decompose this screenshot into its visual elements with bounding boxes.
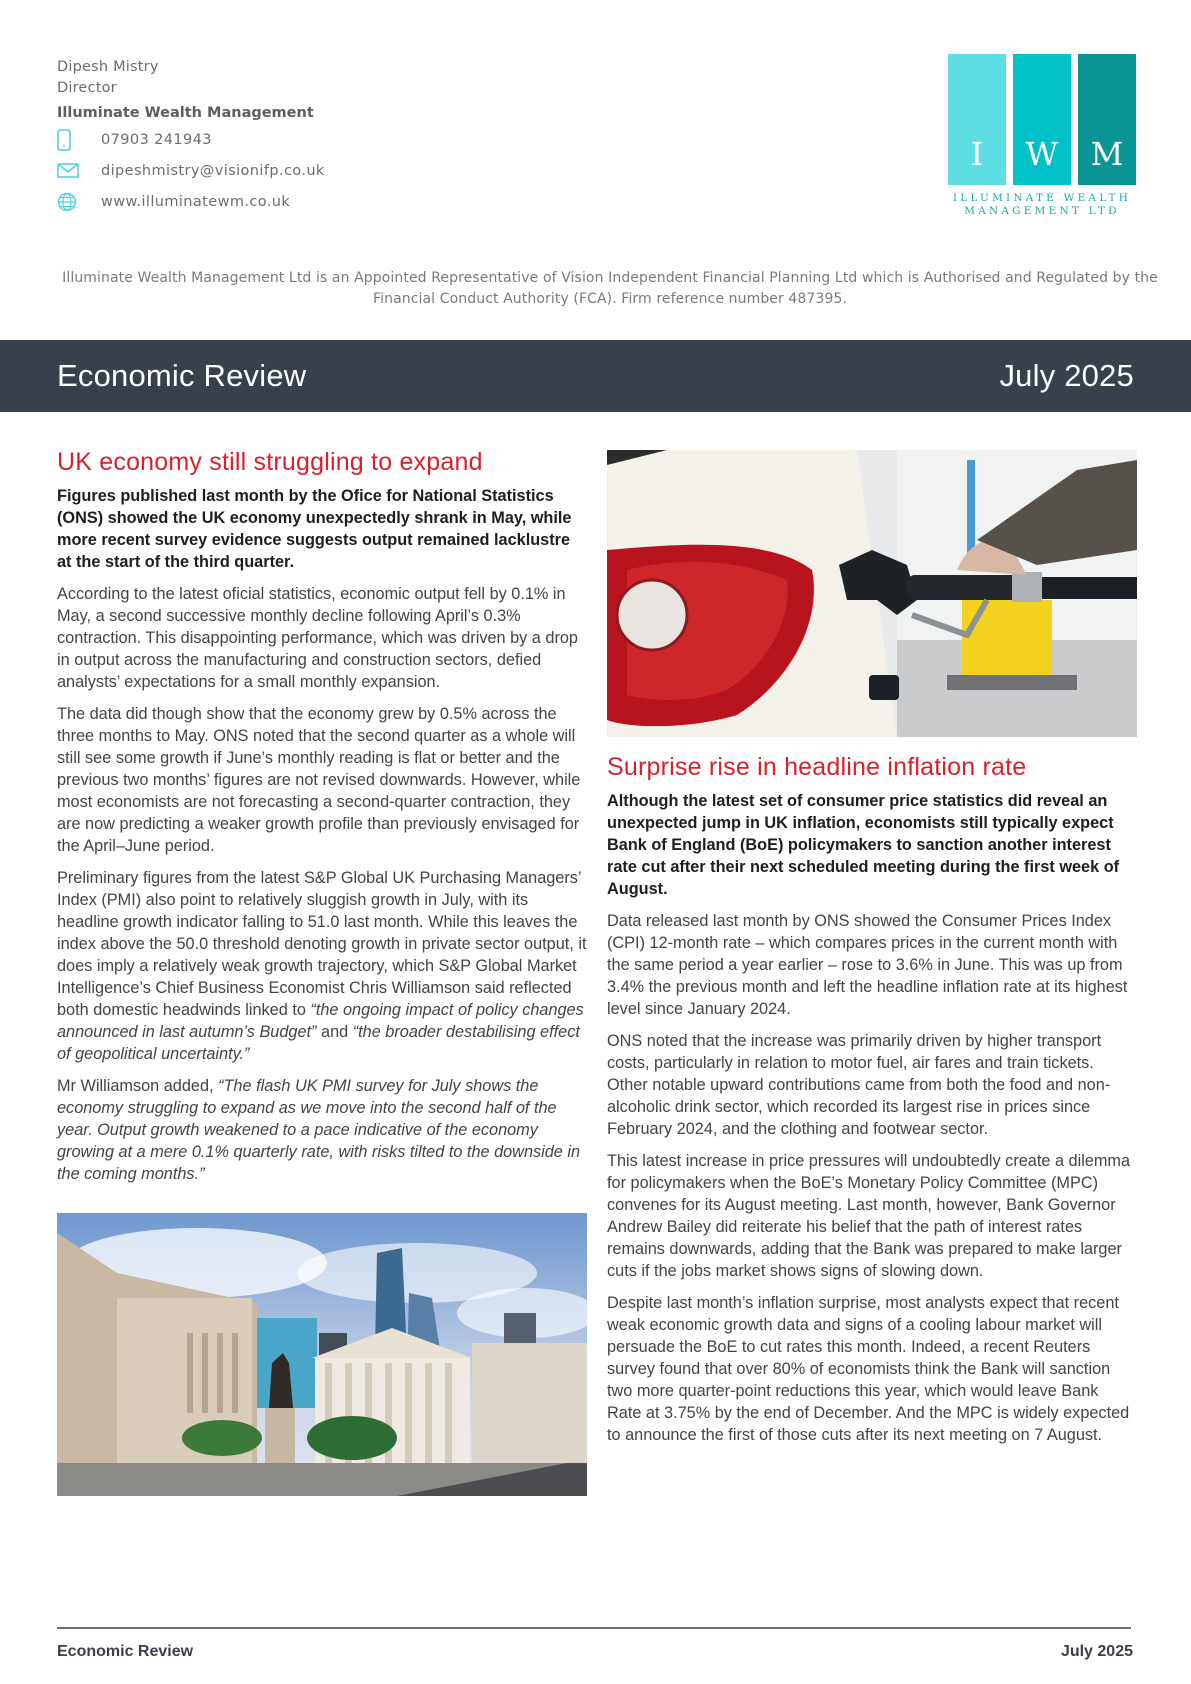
regulatory-disclaimer: Illuminate Wealth Management Ltd is an Appointed Representative of Vision Independent Financial Planning Ltd which is Authorised and Regulated by the Financial Conduct Authority (FCA). Firm reference number 487395. bbox=[62, 270, 1158, 307]
article-paragraph: Data released last month by ONS showed the Consumer Prices Index (CPI) 12-month rate – which compares prices in the current month with the same period a year earlier – rose to 3.6% in June. This was up from 3.4% the previous month and left the headline inflation rate at its highest level since January 2024. bbox=[607, 912, 1128, 1018]
contact-name: Dipesh Mistry bbox=[57, 59, 159, 75]
footer-divider bbox=[57, 1627, 1131, 1629]
mail-icon bbox=[57, 163, 101, 178]
williamson-quote: “The flash UK PMI survey for July shows the economy struggling to expand as we move into the second half of the year. Output growth weakened to a pace indicative of the economy growing at a mere 0.1% quarterly rate, with risks tilted to the downside in the coming months.” bbox=[57, 1077, 581, 1183]
contact-email[interactable]: dipeshmistry@visionifp.co.uk bbox=[101, 162, 325, 179]
article-heading: Surprise rise in headline inflation rate bbox=[607, 753, 1027, 781]
contact-phone[interactable]: 07903 241943 bbox=[101, 131, 212, 148]
article-lead: Although the latest set of consumer price statistics did reveal an unexpected jump in UK inflation, economists still typically expect Bank of England (BoE) policymakers to sanction another interest rate cut after their next scheduled meeting during the first week of August. bbox=[607, 792, 1120, 898]
pmi-text: Preliminary figures from the latest S&P Global UK Purchasing Managers’ Index (PMI) also point to relatively sluggish growth in July, with its headline growth indicator falling to 51.0 last month. While this leaves the index above the 50.0 threshold denoting growth in private sector output, it does imply a relatively weak growth trajectory, which S&P Global Market Intelligence’s Chief Business Economist Chris Williamson said reflected both domestic headwinds linked to bbox=[57, 869, 587, 1019]
logo-tagline-line1: ILLUMINATE WEALTH bbox=[952, 192, 1132, 204]
logo-tagline bbox=[948, 192, 1136, 218]
iwm-logo bbox=[948, 54, 1136, 218]
article-paragraph: Despite last month’s inflation surprise, most analysts expect that recent weak economic growth data and signs of a cooling labour market will persuade the BoE to cut rates this month. Indeed, a recent Reuters survey found that over 80% of economists think the Bank will sanction two more quarter-point reductions this year, which would leave Bank Rate at 3.75% by the end of December. And the MPC is widely expected to announce the first of those cuts after its next meeting on 7 August. bbox=[607, 1294, 1130, 1444]
pmi-quote-1: “the ongoing impact of policy changes announced in last autumn’s Budget” bbox=[57, 1001, 584, 1041]
article-paragraph: The data did though show that the economy grew by 0.5% across the three months to May. ONS noted that the second quarter as a whole will still see some growth if June’s monthly reading is flat or better and the previous two months’ figures are not revised downwards. However, while most economists are not forecasting a second-quarter contraction, they are now predicting a weaker growth profile than previously envisaged for the April–June period. bbox=[57, 705, 581, 855]
title-banner bbox=[0, 340, 1191, 412]
article-inflation bbox=[607, 440, 1137, 1456]
globe-icon bbox=[57, 192, 101, 212]
footer-date: July 2025 bbox=[1060, 1643, 1133, 1660]
article-paragraph: According to the latest oficial statistics, economic output fell by 0.1% in May, a second successive monthly decline following April’s 0.3% contraction. This disappointing performance, which was driven by a drop in output across the manufacturing and construction sectors, defied analysts’ expectations for a small monthly expansion. bbox=[57, 585, 578, 691]
banner-date: July 2025 bbox=[999, 358, 1134, 393]
contact-block bbox=[57, 57, 325, 217]
article-paragraph: ONS noted that the increase was primarily driven by higher transport costs, particularly in relation to motor fuel, air fares and train tickets. Other notable upward contributions came from both the food and non-alcoholic drink sector, which recorded its largest rise in prices since February 2024, and the clothing and footwear sector. bbox=[607, 1032, 1111, 1138]
pmi-mid: and bbox=[316, 1023, 353, 1041]
page-footer bbox=[57, 1643, 1133, 1661]
logo-letter-i: I bbox=[948, 54, 1006, 185]
banner-title: Economic Review bbox=[57, 358, 307, 393]
fuel-pump-photo bbox=[607, 450, 1137, 737]
article-lead: Figures published last month by the Ofice for National Statistics (ONS) showed the UK economy unexpectedly shrank in May, while more recent survey evidence suggests output remained lacklustre at the start of the third quarter. bbox=[57, 487, 572, 571]
article-uk-economy bbox=[57, 440, 587, 1496]
article-heading: UK economy still struggling to expand bbox=[57, 448, 483, 476]
contact-role: Director bbox=[57, 80, 117, 96]
article-paragraph: This latest increase in price pressures will undoubtedly create a dilemma for policymakers when the BoE’s Monetary Policy Committee (MPC) convenes for its August meeting. Last month, however, Bank Governor Andrew Bailey did reiterate his belief that the path of interest rates remains downwards, adding that the Bank was prepared to make larger cuts if the jobs market shows signs of slowing down. bbox=[607, 1152, 1131, 1280]
bank-of-england-photo bbox=[57, 1213, 587, 1496]
footer-title: Economic Review bbox=[57, 1643, 194, 1660]
williamson-text: Mr Williamson added, bbox=[57, 1077, 219, 1095]
logo-letter-w: W bbox=[1013, 54, 1071, 185]
contact-website[interactable]: www.illuminatewm.co.uk bbox=[101, 193, 291, 210]
article-paragraph-williamson bbox=[57, 1075, 587, 1185]
pmi-quote-2: “the broader destabilising effect of geopolitical uncertainty.” bbox=[57, 1023, 580, 1063]
article-paragraph-pmi bbox=[57, 867, 587, 1065]
phone-icon bbox=[57, 129, 101, 151]
contact-email-row bbox=[57, 155, 325, 186]
logo-tagline-line2: MANAGEMENT LTD bbox=[964, 205, 1120, 217]
logo-letter-m: M bbox=[1078, 54, 1136, 185]
contact-website-row bbox=[57, 186, 325, 217]
contact-phone-row bbox=[57, 124, 325, 155]
contact-firm: Illuminate Wealth Management bbox=[57, 105, 314, 121]
